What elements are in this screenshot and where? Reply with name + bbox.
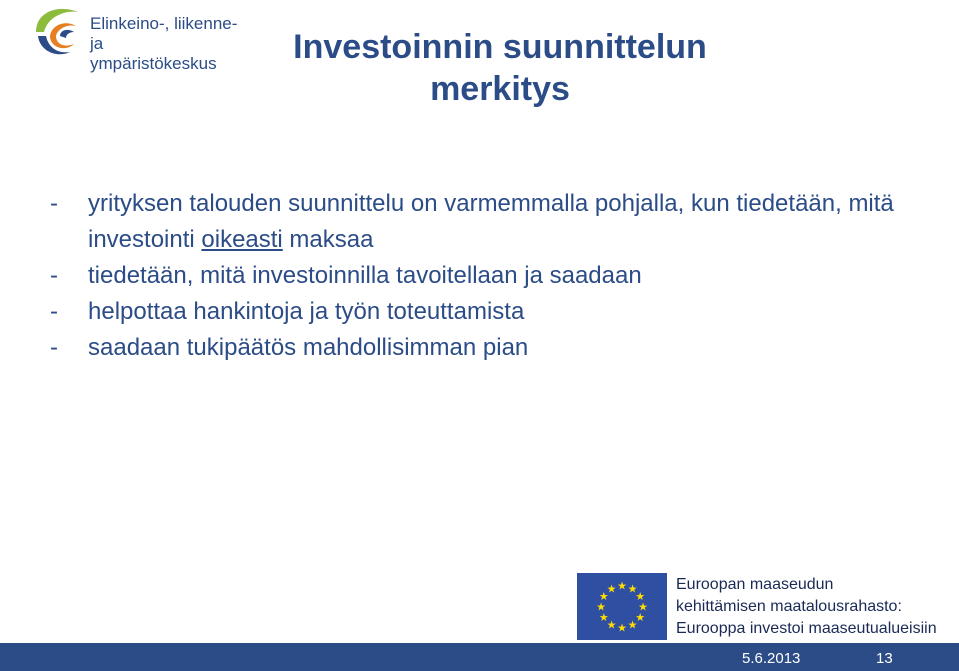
title-line-1: Investoinnin suunnittelun (293, 28, 707, 66)
eu-star-icon: ★ (596, 601, 606, 614)
bullet-item-2 (50, 258, 930, 294)
logo-text (90, 14, 245, 74)
bullet-item-3 (50, 294, 930, 330)
eu-star-icon: ★ (606, 619, 617, 632)
eu-star-icon: ★ (617, 580, 627, 593)
eu-line-1: Euroopan maaseudun (676, 576, 834, 593)
ely-logo (30, 2, 245, 73)
eu-star-icon: ★ (606, 583, 617, 596)
logo-line-2: ympäristökeskus (90, 54, 217, 73)
footer-bar (0, 643, 959, 671)
bullet-text-1a: yrityksen talouden suunnittelu on varmemmalla pohjalla, kun tiedetään, mitä investointi (88, 190, 894, 253)
bullet-dash: - (50, 334, 58, 361)
eu-star-icon: ★ (635, 591, 646, 603)
bullet-dash: - (50, 298, 58, 325)
page-number: 13 (876, 650, 893, 667)
bullet-item-4 (50, 330, 930, 366)
eu-star-icon: ★ (598, 591, 609, 603)
bullet-text-1-underlined: oikeasti (201, 226, 283, 253)
slide-title (240, 26, 760, 110)
eu-star-icon: ★ (627, 583, 638, 596)
bullet-dash: - (50, 262, 58, 289)
logo-line-1: Elinkeino-, liikenne- ja (90, 14, 238, 53)
eu-star-icon: ★ (627, 619, 638, 632)
eu-star-icon: ★ (638, 601, 648, 614)
eu-line-2: kehittämisen maatalousrahasto: (676, 598, 902, 615)
bullet-text-1b: maksaa (282, 226, 374, 253)
eu-flag-icon (577, 573, 667, 640)
footer-date: 5.6.2013 (742, 650, 801, 667)
eu-star-icon: ★ (598, 612, 609, 624)
bullet-text-4: saadaan tukipäätös mahdollisimman pian (88, 334, 529, 361)
bullet-item-1 (50, 186, 930, 258)
eu-funding-text (676, 574, 937, 640)
bullet-dash: - (50, 190, 58, 217)
eu-line-3: Eurooppa investoi maaseutualueisiin (676, 620, 937, 637)
bullet-text-3: helpottaa hankintoja ja työn toteuttamista (88, 298, 525, 325)
bullet-text-2: tiedetään, mitä investoinnilla tavoitellaan ja saadaan (88, 262, 642, 289)
eu-star-icon: ★ (635, 612, 646, 624)
eu-star-icon: ★ (617, 622, 627, 635)
eu-stars-icon (577, 573, 667, 640)
bullet-list (50, 186, 930, 366)
ely-logo-icon (30, 2, 88, 60)
title-line-2: merkitys (430, 70, 570, 108)
